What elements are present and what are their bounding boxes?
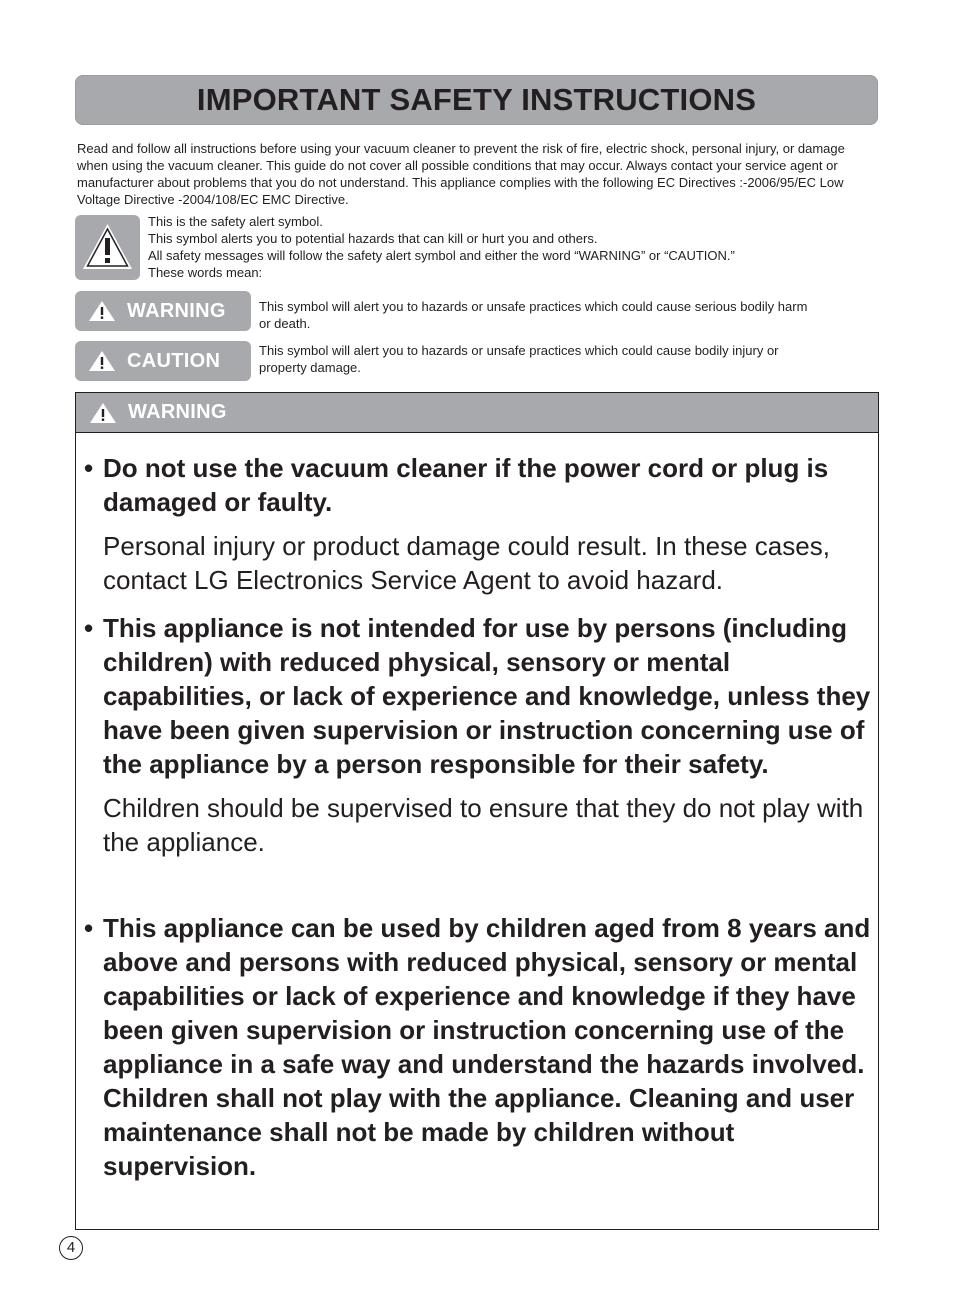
alert-line: These words mean:	[148, 265, 263, 280]
warning-item-heading: This appliance can be used by children aged from 8 years and above and persons with reduced physical, sensory or mental capabilities or lack of experience and knowledge if they have been given supervision or instruction concerning use of the appliance in a safe way and understand the hazards involved. Children shall not play with the appliance. Cleaning and user maintenance shall not be made by children without supervision.	[103, 913, 871, 1181]
warning-item	[84, 611, 874, 859]
warning-section	[75, 392, 879, 1230]
warning-triangle-icon	[80, 221, 135, 273]
bullet: •	[84, 613, 94, 643]
title-banner	[75, 75, 878, 125]
caution-signal-label	[75, 341, 251, 381]
warning-signal-description: This symbol will alert you to hazards or unsafe practices which could cause serious bodily harm or death.	[259, 299, 808, 331]
alert-symbol-explanation	[148, 213, 868, 281]
safety-alert-symbol	[75, 215, 140, 280]
warning-section-header	[76, 393, 878, 433]
caution-signal-text: CAUTION	[127, 349, 221, 372]
page-number: 4	[59, 1236, 83, 1260]
warning-item-detail: Children should be supervised to ensure that they do not play with the appliance.	[103, 793, 864, 857]
page-title: IMPORTANT SAFETY INSTRUCTIONS	[196, 82, 757, 117]
alert-line: This is the safety alert symbol.	[148, 214, 323, 229]
caution-signal-description: This symbol will alert you to hazards or unsafe practices which could cause bodily injury or property damage.	[259, 343, 779, 375]
warning-triangle-icon	[87, 299, 117, 323]
warning-item-heading: This appliance is not intended for use by persons (including children) with reduced physical, sensory or mental capabilities, or lack of experience and knowledge, unless they have been given supervision or instruction concerning use of the appliance by a person responsible for their safety.	[103, 613, 871, 779]
alert-line: All safety messages will follow the safety alert symbol and either the word “WARNING” or “CAUTION.”	[148, 248, 735, 263]
bullet: •	[84, 913, 94, 943]
warning-signal-text: WARNING	[127, 299, 226, 322]
warning-item-heading: Do not use the vacuum cleaner if the power cord or plug is damaged or faulty.	[103, 453, 829, 517]
warning-section-title: WARNING	[128, 401, 227, 423]
warning-item	[84, 451, 874, 597]
warning-triangle-icon	[88, 401, 118, 425]
intro-paragraph: Read and follow all instructions before using your vacuum cleaner to prevent the risk of fire, electric shock, personal injury, or damage when using the vacuum cleaner. This guide do not cover all possible conditions that may occur. Always contact your service agent or manufacturer about problems that you do not understand. This appliance complies with the following EC Directives :-2006/95/EC Low Voltage Directive -2004/108/EC EMC Directive.	[77, 141, 845, 207]
warning-signal-label	[75, 291, 251, 331]
warning-triangle-icon	[87, 349, 117, 373]
warning-item-detail: Personal injury or product damage could result. In these cases, contact LG Electronics Service Agent to avoid hazard.	[103, 531, 830, 595]
warning-item	[84, 911, 874, 1183]
bullet: •	[84, 453, 94, 483]
alert-line: This symbol alerts you to potential hazards that can kill or hurt you and others.	[148, 231, 598, 246]
